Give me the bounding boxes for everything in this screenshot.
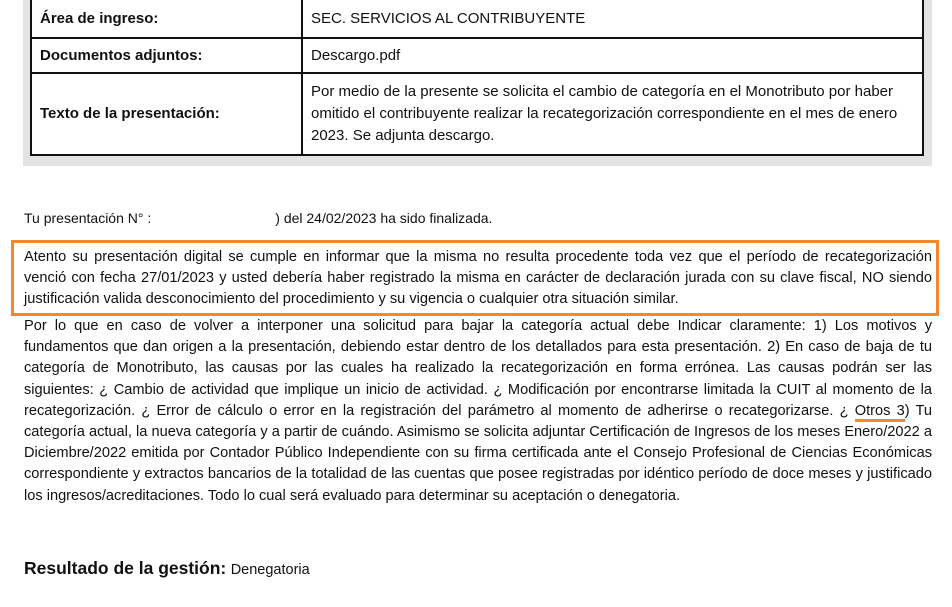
row-label-text: Texto de la presentación: [31, 73, 302, 155]
underlined-otros: Otros 3 [855, 403, 905, 422]
redacted-number [151, 211, 275, 227]
row-label-documents: Documentos adjuntos: [31, 38, 302, 73]
row-value-area: SEC. SERVICIOS AL CONTRIBUYENTE [302, 0, 923, 38]
instructions-paragraph [24, 316, 932, 507]
notice-suffix: ) del 24/02/2023 ha sido finalizada. [275, 210, 493, 226]
result-value: Denegatoria [230, 562, 310, 578]
table-row [31, 73, 923, 155]
instructions-text-before: Por lo que en caso de volver a interponer una solicitud para bajar la categoría actual debe Indicar claramente: 1) Los motivos y fundamentos que dan origen a la presentación, debiendo estar dentro de los detallados para esta presentación. 2) En caso de baja de tu categoría de Monotributo, las causas por las cuales ha realizado la recategorización en forma errónea. Las causas podrán ser las siguientes: ¿ Cambio de actividad que implique un inicio de actividad. ¿ Modificación por encontrarse limitada la CUIT al momento de la recategorización. ¿ Error de cálculo o error en la registración del parámetro al momento de adherirse o recategorizarse. ¿ [24, 318, 932, 419]
notice-prefix: Tu presentación N° : [24, 210, 152, 226]
instructions-text-after: ) Tu categoría actual, la nueva categoría y a partir de cuándo. Asimismo se solicita adjuntar Certificación de Ingresos de los meses Enero/2022 a Diciembre/2022 emitida por Contador Público Independiente con su firma certificada ante el Consejo Profesional de Ciencias Económicas correspondiente y extractos bancarios de la totalidad de las cuentas que posee registradas por idéntico período de doce meses y justificado los ingresos/acreditaciones. Todo lo cual será evaluado para determinar su aceptación o denegatoria. [24, 402, 932, 504]
row-label-area: Área de ingreso: [31, 0, 302, 38]
presentation-details-table [30, 0, 924, 156]
row-value-documents: Descargo.pdf [302, 38, 923, 73]
table-row [31, 0, 923, 38]
highlighted-paragraph: Atento su presentación digital se cumple en informar que la misma no resulta procedente toda vez que el período de recategorización venció con fecha 27/01/2023 y usted debería haber registrado la misma en carácter de declaración jurada con su clave fiscal, NO siendo justificación valida desconocimiento del procedimiento y su vigencia o cualquier otra situación similar. [24, 249, 932, 308]
row-value-text: Por medio de la presente se solicita el cambio de categoría en el Monotributo por haber omitido el contribuyente realizar la recategorización correspondiente en el mes de enero 2023. Se adjunta descargo. [302, 73, 923, 155]
table-row [31, 38, 923, 73]
presentation-notice [24, 208, 492, 228]
result-line [24, 558, 310, 579]
result-label: Resultado de la gestión: [24, 558, 227, 578]
